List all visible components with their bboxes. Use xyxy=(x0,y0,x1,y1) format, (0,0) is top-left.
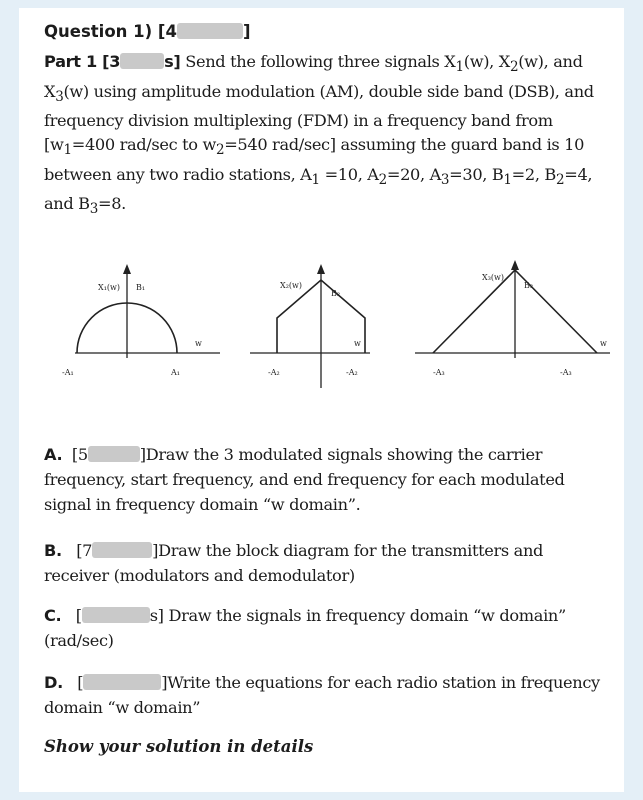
item-b: B. [7 ]Draw the block diagram for the transmitters and receiver (modulators and demodulator) xyxy=(44,541,544,585)
item-c: C. [ s] Draw the signals in frequency domain “w domain” (rad/sec) xyxy=(44,606,566,650)
item-d: D. [ ]Write the equations for each radio station in frequency domain “w domain” xyxy=(44,673,600,717)
fig1-arrow-icon xyxy=(123,264,131,274)
fig1-right-label: A₁ xyxy=(171,368,180,377)
redaction xyxy=(92,542,152,558)
fig2-left-label: -A₂ xyxy=(268,368,280,377)
part1-text: Part 1 [3 s] Send the following three signals $X_1(w)$, $X_2(w)$, and $X_3(w)$ using amplitude modulation (AM), double side band (DSB), and frequency division multiplexing (FDM) in a frequency band from [$w_1=400$ rad/sec to $w_2=540$ rad/sec] assuming the guard band is 10 between any two radio stations, $A_1 =10$, $A_2=20$, $A_3=30$, $B_1=2$, $B_2=4$, and $B_3=8$. xyxy=(44,52,594,218)
redaction xyxy=(82,607,150,623)
fig3-axis-label: w xyxy=(600,339,607,348)
spectrum-figures xyxy=(40,258,610,388)
fig3-left-label: -A₃ xyxy=(433,368,445,377)
redaction xyxy=(120,53,164,69)
fig2-signal-label: X₂(w) xyxy=(280,281,302,290)
fig1-axis-label: w xyxy=(195,339,202,348)
fig2-arrow-icon xyxy=(317,264,325,274)
fig2-axis-label: w xyxy=(354,339,361,348)
redaction xyxy=(83,674,161,690)
redaction xyxy=(88,446,140,462)
fig1-signal-label: X₁(w) xyxy=(98,283,120,292)
fig1-left-label: -A₁ xyxy=(62,368,74,377)
fig2-right-label: -A₂ xyxy=(346,368,358,377)
fig3-signal-label: X₃(w) xyxy=(482,273,504,282)
question-title: Question 1) [4 ] xyxy=(44,22,251,41)
fig3-right-label: -A₃ xyxy=(560,368,572,377)
fig1-height-label: B₁ xyxy=(136,283,146,292)
fig2-height-label: B₂ xyxy=(331,289,341,298)
redaction xyxy=(177,23,243,39)
closing-instruction: Show your solution in details xyxy=(44,737,314,756)
item-a: A. [5 ]Draw the 3 modulated signals showing the carrier frequency, start frequency, and end frequency for each modulated signal in frequency domain “w domain”. xyxy=(44,445,565,514)
fig3-arrow-icon xyxy=(511,260,519,270)
fig3-height-label: B₃ xyxy=(524,281,534,290)
